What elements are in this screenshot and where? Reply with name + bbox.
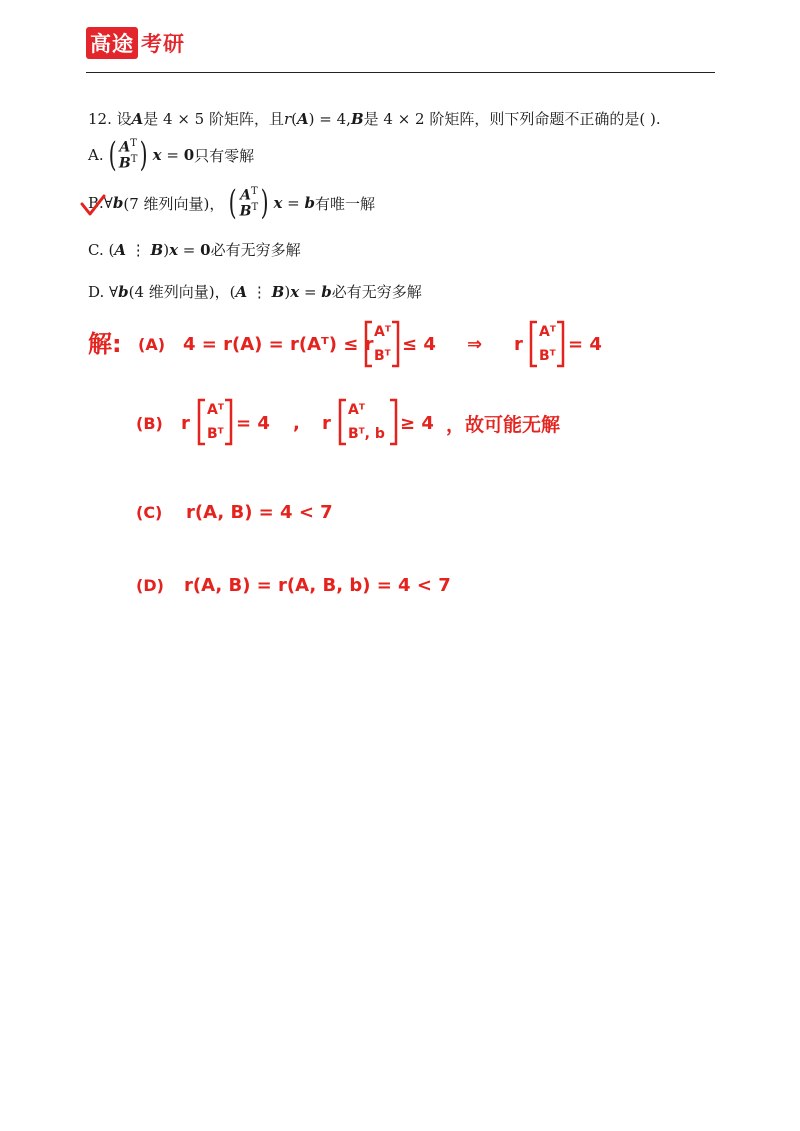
question-stem — [88, 108, 661, 129]
block-separator: ⋮ — [247, 282, 272, 301]
option-label: B. — [88, 194, 104, 212]
hand-a-text1: 4 = r(A) = r(Aᵀ) ≤ r — [183, 334, 374, 355]
option-text: 只有零解 — [194, 146, 255, 165]
hand-jie: 解: — [88, 330, 122, 358]
hand-a-mat-top: Aᵀ — [539, 324, 556, 340]
hand-a-eq: = 4 — [568, 334, 602, 355]
stem-part: ) = 4, — [308, 109, 351, 128]
hand-bracket — [392, 322, 398, 366]
hand-b-eq: = 4 — [236, 413, 270, 434]
matrix-entry: B — [239, 203, 252, 220]
option-c — [88, 239, 301, 260]
zero-vector: 0 — [200, 240, 211, 259]
option-label: C. ( — [88, 240, 115, 259]
hand-bracket — [390, 400, 396, 444]
hand-b-ge: ≥ 4 — [400, 413, 434, 434]
logo-box: 高途 — [86, 27, 138, 59]
hand-b-r2: r — [322, 413, 331, 434]
var-x: x — [273, 194, 283, 212]
hand-c-text: r(A, B) = 4 < 7 — [186, 502, 333, 523]
header-divider — [86, 72, 715, 73]
var-x: x — [152, 146, 162, 164]
var-b: b — [304, 194, 315, 212]
stem-part: A — [297, 109, 309, 128]
hand-d-label: (D) — [136, 576, 164, 595]
option-label: D. — [88, 282, 110, 301]
hand-bracket — [340, 400, 346, 444]
hand-a-mat-bot: Bᵀ — [374, 348, 391, 364]
logo-text: 考研 — [141, 32, 185, 56]
matrix-a: A — [114, 240, 126, 259]
hand-b-mat-bot: Bᵀ — [207, 426, 224, 442]
option-text: 必有无穷多解 — [331, 283, 422, 301]
stacked-matrix: ( $A^T$ $B^T$ ) — [229, 183, 269, 223]
equals: = — [299, 282, 322, 301]
equals: = — [178, 240, 201, 259]
hand-b-label: (B) — [136, 414, 163, 433]
matrix-entry: A — [240, 187, 252, 204]
hand-a-arrow: ⇒ — [467, 334, 483, 355]
paren-close: ) — [284, 282, 291, 301]
stem-part: 是 4 × 5 阶矩阵，且 — [143, 110, 284, 128]
stem-part: B — [350, 109, 364, 128]
stem-part: r — [284, 109, 292, 128]
hand-b-comma: , — [293, 413, 300, 434]
hand-bracket — [557, 322, 563, 366]
option-d — [88, 281, 422, 302]
stem-part: 12. 设 — [88, 110, 132, 128]
stem-part: 是 4 × 2 阶矩阵，则下列命题不正确的是( ). — [363, 110, 661, 128]
hand-bracket — [199, 400, 205, 444]
option-text: (4 维列向量)， — [128, 283, 230, 301]
hand-b-r: r — [181, 413, 190, 434]
hand-d-text: r(A, B) = r(A, B, b) = 4 < 7 — [184, 575, 451, 596]
stem-part: A — [131, 109, 144, 128]
option-text: 有唯一解 — [315, 194, 376, 213]
option-text: 必有无穷多解 — [210, 241, 301, 259]
var-x: x — [290, 282, 300, 301]
hand-b-mat2-top: Aᵀ — [348, 402, 365, 418]
equals: = — [161, 146, 184, 164]
hand-b-tail: ，故可能无解 — [446, 414, 561, 436]
hand-bracket — [225, 400, 231, 444]
var-b: b — [118, 282, 129, 301]
block-separator: ⋮ — [125, 240, 151, 259]
transpose-mark: T — [130, 154, 138, 165]
option-a — [88, 135, 255, 175]
stacked-matrix: ( $A^T$ $B^T$ ) — [108, 135, 149, 175]
option-text: (7 维列向量)， — [123, 194, 225, 213]
hand-b-mat2-bot: Bᵀ, b — [348, 426, 385, 442]
hand-a-label: (A) — [138, 335, 166, 354]
forall-symbol: ∀ — [103, 194, 113, 212]
zero-vector: 0 — [183, 146, 195, 164]
option-label: A. — [88, 146, 104, 164]
matrix-b: B — [150, 240, 164, 259]
transpose-mark: T — [130, 137, 137, 149]
hand-a-mat-bot: Bᵀ — [539, 348, 556, 364]
forall-symbol: ∀ — [109, 282, 119, 301]
var-b: b — [112, 194, 124, 212]
equals: = — [282, 194, 305, 212]
hand-a-r: r — [514, 334, 523, 355]
matrix-entry: B — [118, 155, 131, 172]
option-b — [88, 183, 376, 223]
hand-a-mat-top: Aᵀ — [374, 324, 391, 340]
paren-close: ) — [163, 240, 170, 259]
hand-bracket — [531, 322, 537, 366]
stem-part: ( — [291, 109, 298, 128]
matrix-b: B — [271, 282, 285, 301]
brand-logo — [86, 27, 185, 59]
paren-open: ( — [229, 282, 236, 301]
hand-a-text2: ≤ 4 — [402, 334, 436, 355]
hand-c-label: (C) — [136, 503, 163, 522]
transpose-mark: T — [251, 185, 258, 197]
hand-b-mat-top: Aᵀ — [207, 402, 224, 418]
var-b: b — [321, 282, 332, 301]
matrix-a: A — [235, 282, 248, 301]
transpose-mark: T — [251, 202, 259, 213]
var-x: x — [169, 240, 179, 259]
matrix-entry: A — [119, 139, 131, 156]
hand-bracket — [366, 322, 372, 366]
